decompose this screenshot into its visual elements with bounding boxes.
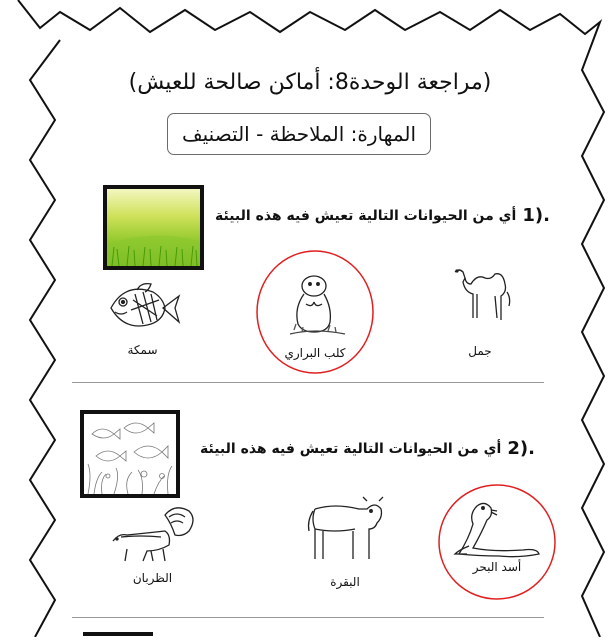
- question-text: أي من الحيوانات التالية تعيش فيه هذه البيئة: [215, 207, 517, 224]
- question-number: 2).: [507, 438, 535, 459]
- option-prairie-dog[interactable]: [255, 250, 375, 375]
- option-camel[interactable]: [440, 262, 520, 362]
- question-1: [215, 205, 550, 226]
- option-cow[interactable]: [300, 495, 390, 595]
- prairie-dog-icon: [280, 268, 350, 338]
- question-2: [200, 438, 545, 459]
- camel-icon: [445, 262, 515, 332]
- option-skunk[interactable]: [105, 505, 200, 590]
- option-label: جمل: [468, 344, 492, 358]
- option-sea-lion[interactable]: [437, 483, 557, 601]
- cow-icon: [305, 495, 385, 565]
- option-label: أسد البحر: [472, 560, 522, 574]
- option-label: كلب البراري: [284, 346, 346, 360]
- question-text: أي من الحيوانات التالية تعيش فيه هذه البيئة: [200, 440, 502, 457]
- question-number: 1).: [522, 205, 550, 226]
- habitat-image-grassland: [103, 185, 204, 270]
- option-fish[interactable]: [100, 280, 185, 360]
- sea-lion-icon: [447, 498, 547, 558]
- skill-label: المهارة: الملاحظة - التصنيف: [181, 122, 417, 146]
- habitat-image-coral-reef: [80, 410, 180, 498]
- option-label: البقرة: [330, 575, 360, 589]
- option-label: سمكة: [127, 343, 158, 357]
- separator: [72, 382, 544, 383]
- separator: [72, 617, 544, 618]
- page-title: (مراجعة الوحدة8: أماكن صالحة للعيش): [128, 70, 492, 95]
- skill-box: [167, 113, 431, 155]
- skunk-icon: [107, 505, 197, 565]
- fish-icon: [105, 280, 181, 338]
- option-label: الظربان: [132, 571, 173, 585]
